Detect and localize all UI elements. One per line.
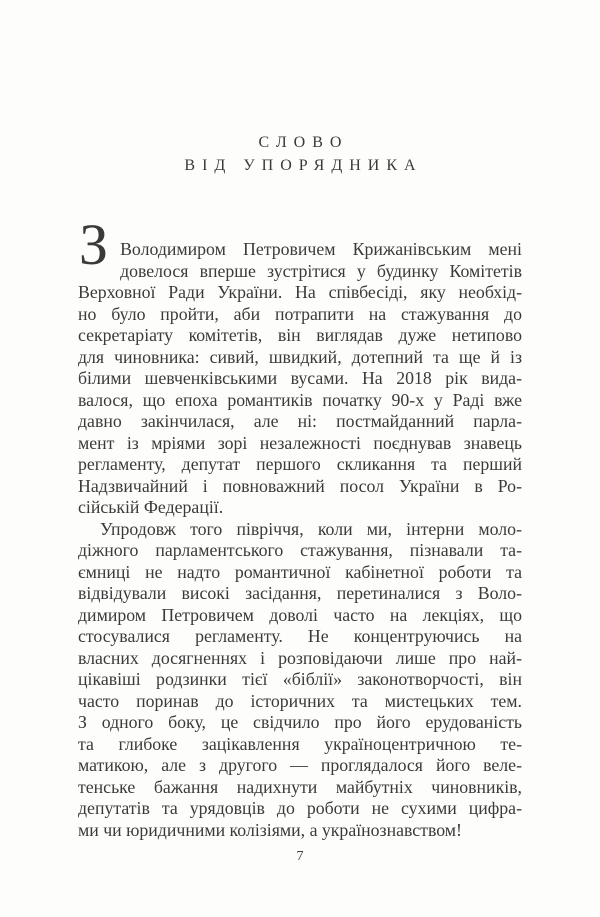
text-line: З одного боку, це свідчило про його ерудованість [78,712,522,732]
text-line: для чиновника: сивий, швидкий, дотепний та ще й із [78,346,522,367]
page-number: 7 [296,849,304,864]
text-line: сійській Федерації. [78,497,224,517]
text-line: та глибоке зацікавлення україноцентричною те- [78,733,522,754]
chapter-title-line-2: ВІД УПОРЯДНИКА [184,157,423,174]
text-line: но було пройти, аби потрапити на стажування до [78,303,522,324]
text-line: Володимиром Петровичем Крижанівським мені [120,239,522,259]
paragraph-1 [78,212,522,519]
text-line: відвідували високі засідання, перетиналися з Воло- [78,583,522,603]
text-line: власних досягненнях і розповідаючи лише про най- [78,647,522,668]
text-line: Верховної Ради України. На співбесіді, яку необхід- [78,282,522,302]
text-line: ми чи юридичними колізіями, а українознавством! [78,819,462,840]
text-line: тенське бажання надихнути майбутніх чиновників, [78,776,522,797]
text-line: довелося вперше зустрітися у будинку Комітетів [120,260,522,281]
drop-cap-letter: З [79,212,109,277]
text-line: давно закінчилася, але ні: постмайданний парла- [78,411,522,431]
text-line: секретаріату комітетів, він виглядав дуже нетипово [78,325,522,345]
paragraph-2-lines [78,519,522,842]
text-line: Упродовж того півріччя, коли ми, інтерни моло- [100,518,522,539]
text-line: діжного парламентського стажування, пізнавали та- [78,540,522,560]
text-line: білими шевченківськими вусами. На 2018 рік вида- [78,368,522,388]
chapter-title-line-1: СЛОВО [258,134,349,151]
text-line: стосувалися регламенту. Не концентруючись на [78,626,522,646]
chapter-title [0,0,600,177]
text-line: регламенту, депутат першого скликання та перший [78,454,522,474]
body-text [78,212,522,841]
text-line: валося, що епоха романтиків початку 90-х у Раді вже [78,389,522,410]
text-line: депутатів та урядовців до роботи не сухими цифра- [78,798,522,818]
text-line: Надзвичайний і повноважний посол України в Ро- [78,475,522,496]
text-line: матикою, але з другого — проглядалося його веле- [78,755,522,775]
text-line: димиром Петровичем доволі часто на лекціях, що [78,604,522,625]
text-line: ємниці не надто романтичної кабінетної роботи та [78,561,522,582]
paragraph-2 [78,519,522,842]
paragraph-1-lines [78,239,522,519]
text-line: мент із мріями зорі незалежності поєднував знавець [78,432,522,453]
text-line: часто поринав до історичних та мистецьких тем. [78,690,522,711]
text-line: цікавіші родзинки тієї «біблії» законотворчості, він [78,669,522,689]
